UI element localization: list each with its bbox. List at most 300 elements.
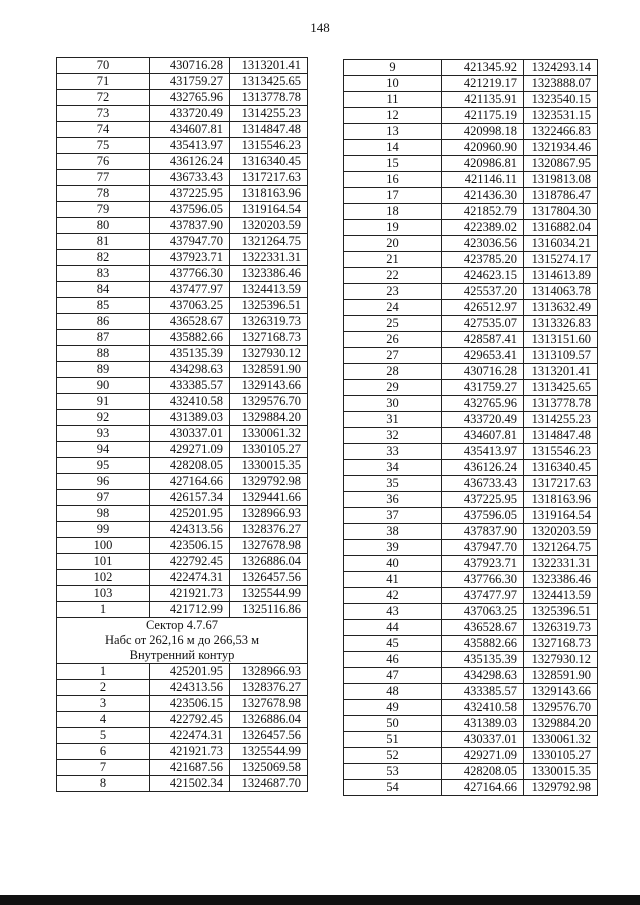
table-row	[344, 188, 598, 204]
y-coordinate: 1330061.32	[230, 426, 308, 442]
y-coordinate: 1314063.78	[524, 284, 598, 300]
y-coordinate: 1318786.47	[524, 188, 598, 204]
table-row	[57, 728, 308, 744]
y-coordinate: 1325396.51	[524, 604, 598, 620]
y-coordinate: 1328591.90	[524, 668, 598, 684]
table-row	[57, 154, 308, 170]
x-coordinate: 437063.25	[150, 298, 230, 314]
point-number: 51	[344, 732, 442, 748]
table-row	[344, 732, 598, 748]
point-number: 76	[57, 154, 150, 170]
point-number: 81	[57, 234, 150, 250]
x-coordinate: 436733.43	[442, 476, 524, 492]
x-coordinate: 437596.05	[150, 202, 230, 218]
y-coordinate: 1313201.41	[230, 58, 308, 74]
point-number: 49	[344, 700, 442, 716]
x-coordinate: 422792.45	[150, 554, 230, 570]
y-coordinate: 1314613.89	[524, 268, 598, 284]
y-coordinate: 1313632.49	[524, 300, 598, 316]
y-coordinate: 1329792.98	[524, 780, 598, 796]
point-number: 96	[57, 474, 150, 490]
table-row	[57, 442, 308, 458]
x-coordinate: 423036.56	[442, 236, 524, 252]
x-coordinate: 424313.56	[150, 680, 230, 696]
y-coordinate: 1323540.15	[524, 92, 598, 108]
point-number: 78	[57, 186, 150, 202]
x-coordinate: 430337.01	[442, 732, 524, 748]
table-row	[57, 74, 308, 90]
x-coordinate: 435882.66	[150, 330, 230, 346]
x-coordinate: 420998.18	[442, 124, 524, 140]
x-coordinate: 437923.71	[442, 556, 524, 572]
point-number: 37	[344, 508, 442, 524]
x-coordinate: 436126.24	[442, 460, 524, 476]
scan-edge-bar	[0, 895, 640, 905]
y-coordinate: 1326457.56	[230, 728, 308, 744]
table-row	[57, 394, 308, 410]
y-coordinate: 1317804.30	[524, 204, 598, 220]
y-coordinate: 1329576.70	[230, 394, 308, 410]
point-number: 73	[57, 106, 150, 122]
x-coordinate: 425201.95	[150, 506, 230, 522]
point-number: 83	[57, 266, 150, 282]
point-number: 97	[57, 490, 150, 506]
table-row	[57, 506, 308, 522]
x-coordinate: 423506.15	[150, 696, 230, 712]
point-number: 82	[57, 250, 150, 266]
table-row	[57, 58, 308, 74]
point-number: 44	[344, 620, 442, 636]
x-coordinate: 432410.58	[150, 394, 230, 410]
y-coordinate: 1313425.65	[524, 380, 598, 396]
y-coordinate: 1320203.59	[524, 524, 598, 540]
y-coordinate: 1313151.60	[524, 332, 598, 348]
x-coordinate: 437947.70	[150, 234, 230, 250]
x-coordinate: 421712.99	[150, 602, 230, 618]
x-coordinate: 437837.90	[150, 218, 230, 234]
y-coordinate: 1330105.27	[524, 748, 598, 764]
point-number: 72	[57, 90, 150, 106]
y-coordinate: 1325544.99	[230, 586, 308, 602]
point-number: 21	[344, 252, 442, 268]
point-number: 35	[344, 476, 442, 492]
x-coordinate: 430337.01	[150, 426, 230, 442]
y-coordinate: 1325544.99	[230, 744, 308, 760]
table-row	[57, 122, 308, 138]
point-number: 27	[344, 348, 442, 364]
point-number: 91	[57, 394, 150, 410]
table-row	[344, 780, 598, 796]
table-row	[344, 364, 598, 380]
y-coordinate: 1324293.14	[524, 60, 598, 76]
y-coordinate: 1325396.51	[230, 298, 308, 314]
x-coordinate: 431759.27	[150, 74, 230, 90]
table-row	[57, 522, 308, 538]
y-coordinate: 1316882.04	[524, 220, 598, 236]
y-coordinate: 1322466.83	[524, 124, 598, 140]
point-number: 101	[57, 554, 150, 570]
point-number: 32	[344, 428, 442, 444]
x-coordinate: 431389.03	[442, 716, 524, 732]
y-coordinate: 1323386.46	[524, 572, 598, 588]
table-row	[344, 508, 598, 524]
point-number: 99	[57, 522, 150, 538]
table-row	[344, 604, 598, 620]
x-coordinate: 426512.97	[442, 300, 524, 316]
y-coordinate: 1316340.45	[524, 460, 598, 476]
table-row	[344, 460, 598, 476]
point-number: 20	[344, 236, 442, 252]
table-row	[344, 220, 598, 236]
table-row	[344, 396, 598, 412]
table-row	[344, 476, 598, 492]
y-coordinate: 1330015.35	[524, 764, 598, 780]
y-coordinate: 1329441.66	[230, 490, 308, 506]
x-coordinate: 429271.09	[150, 442, 230, 458]
x-coordinate: 422792.45	[150, 712, 230, 728]
table-row	[57, 218, 308, 234]
x-coordinate: 437225.95	[442, 492, 524, 508]
x-coordinate: 424623.15	[442, 268, 524, 284]
x-coordinate: 437766.30	[150, 266, 230, 282]
table-row	[57, 282, 308, 298]
point-number: 77	[57, 170, 150, 186]
x-coordinate: 436126.24	[150, 154, 230, 170]
y-coordinate: 1324413.59	[524, 588, 598, 604]
x-coordinate: 421175.19	[442, 108, 524, 124]
x-coordinate: 421345.92	[442, 60, 524, 76]
table-row	[57, 664, 308, 680]
point-number: 12	[344, 108, 442, 124]
y-coordinate: 1327930.12	[524, 652, 598, 668]
table-row	[344, 204, 598, 220]
x-coordinate: 424313.56	[150, 522, 230, 538]
table-row	[344, 124, 598, 140]
table-row	[57, 680, 308, 696]
point-number: 86	[57, 314, 150, 330]
point-number: 26	[344, 332, 442, 348]
point-number: 71	[57, 74, 150, 90]
table-row	[344, 172, 598, 188]
y-coordinate: 1330061.32	[524, 732, 598, 748]
point-number: 94	[57, 442, 150, 458]
table-row	[344, 300, 598, 316]
x-coordinate: 435135.39	[442, 652, 524, 668]
table-row	[57, 776, 308, 792]
x-coordinate: 435882.66	[442, 636, 524, 652]
contour-title-row	[57, 648, 308, 664]
y-coordinate: 1319164.54	[524, 508, 598, 524]
table-row	[57, 250, 308, 266]
point-number: 70	[57, 58, 150, 74]
x-coordinate: 433385.57	[150, 378, 230, 394]
point-number: 46	[344, 652, 442, 668]
y-coordinate: 1319813.08	[524, 172, 598, 188]
table-row	[344, 764, 598, 780]
point-number: 5	[57, 728, 150, 744]
y-coordinate: 1313778.78	[230, 90, 308, 106]
y-coordinate: 1330105.27	[230, 442, 308, 458]
x-coordinate: 437923.71	[150, 250, 230, 266]
point-number: 45	[344, 636, 442, 652]
point-number: 15	[344, 156, 442, 172]
x-coordinate: 420986.81	[442, 156, 524, 172]
y-coordinate: 1316340.45	[230, 154, 308, 170]
x-coordinate: 421146.11	[442, 172, 524, 188]
table-row	[344, 380, 598, 396]
y-coordinate: 1320867.95	[524, 156, 598, 172]
table-row	[57, 570, 308, 586]
x-coordinate: 421219.17	[442, 76, 524, 92]
x-coordinate: 422474.31	[150, 728, 230, 744]
point-number: 93	[57, 426, 150, 442]
table-row	[344, 492, 598, 508]
y-coordinate: 1316034.21	[524, 236, 598, 252]
point-number: 23	[344, 284, 442, 300]
point-number: 87	[57, 330, 150, 346]
table-row	[344, 444, 598, 460]
y-coordinate: 1314255.23	[524, 412, 598, 428]
point-number: 24	[344, 300, 442, 316]
table-row	[57, 696, 308, 712]
y-coordinate: 1321264.75	[524, 540, 598, 556]
y-coordinate: 1328966.93	[230, 506, 308, 522]
table-row	[344, 268, 598, 284]
y-coordinate: 1328591.90	[230, 362, 308, 378]
y-coordinate: 1315546.23	[230, 138, 308, 154]
point-number: 33	[344, 444, 442, 460]
x-coordinate: 437947.70	[442, 540, 524, 556]
x-coordinate: 437837.90	[442, 524, 524, 540]
point-number: 98	[57, 506, 150, 522]
sector-title: Сектор 4.7.67	[57, 618, 308, 634]
table-row	[344, 348, 598, 364]
y-coordinate: 1324687.70	[230, 776, 308, 792]
table-row	[344, 524, 598, 540]
y-coordinate: 1323531.15	[524, 108, 598, 124]
y-coordinate: 1326457.56	[230, 570, 308, 586]
table-row	[57, 426, 308, 442]
y-coordinate: 1313778.78	[524, 396, 598, 412]
point-number: 29	[344, 380, 442, 396]
table-row	[344, 252, 598, 268]
y-coordinate: 1329884.20	[230, 410, 308, 426]
point-number: 43	[344, 604, 442, 620]
point-number: 8	[57, 776, 150, 792]
table-row	[344, 140, 598, 156]
point-number: 19	[344, 220, 442, 236]
table-row	[57, 362, 308, 378]
x-coordinate: 430716.28	[442, 364, 524, 380]
x-coordinate: 423785.20	[442, 252, 524, 268]
x-coordinate: 437596.05	[442, 508, 524, 524]
table-row	[57, 760, 308, 776]
y-coordinate: 1326886.04	[230, 712, 308, 728]
x-coordinate: 420960.90	[442, 140, 524, 156]
x-coordinate: 434607.81	[442, 428, 524, 444]
x-coordinate: 422389.02	[442, 220, 524, 236]
y-coordinate: 1325069.58	[230, 760, 308, 776]
table-row	[57, 314, 308, 330]
point-number: 11	[344, 92, 442, 108]
y-coordinate: 1318163.96	[230, 186, 308, 202]
x-coordinate: 433385.57	[442, 684, 524, 700]
x-coordinate: 430716.28	[150, 58, 230, 74]
table-row	[344, 236, 598, 252]
x-coordinate: 429653.41	[442, 348, 524, 364]
point-number: 30	[344, 396, 442, 412]
x-coordinate: 429271.09	[442, 748, 524, 764]
point-number: 50	[344, 716, 442, 732]
x-coordinate: 432765.96	[150, 90, 230, 106]
table-row	[57, 202, 308, 218]
x-coordinate: 428587.41	[442, 332, 524, 348]
table-row	[57, 712, 308, 728]
table-row	[57, 586, 308, 602]
x-coordinate: 433720.49	[442, 412, 524, 428]
y-coordinate: 1324413.59	[230, 282, 308, 298]
point-number: 47	[344, 668, 442, 684]
point-number: 18	[344, 204, 442, 220]
table-row	[57, 346, 308, 362]
y-coordinate: 1322331.31	[230, 250, 308, 266]
y-coordinate: 1322331.31	[524, 556, 598, 572]
x-coordinate: 436528.67	[442, 620, 524, 636]
point-number: 38	[344, 524, 442, 540]
x-coordinate: 437477.97	[150, 282, 230, 298]
table-row	[57, 458, 308, 474]
table-row	[344, 684, 598, 700]
table-row	[57, 744, 308, 760]
table-row	[57, 90, 308, 106]
table-row	[57, 410, 308, 426]
table-row	[344, 284, 598, 300]
point-number: 102	[57, 570, 150, 586]
y-coordinate: 1315274.17	[524, 252, 598, 268]
point-number: 92	[57, 410, 150, 426]
x-coordinate: 431389.03	[150, 410, 230, 426]
point-number: 1	[57, 602, 150, 618]
y-coordinate: 1319164.54	[230, 202, 308, 218]
x-coordinate: 421502.34	[150, 776, 230, 792]
table-row	[344, 636, 598, 652]
point-number: 52	[344, 748, 442, 764]
table-row	[344, 412, 598, 428]
table-row	[344, 700, 598, 716]
point-number: 100	[57, 538, 150, 554]
x-coordinate: 427164.66	[150, 474, 230, 490]
x-coordinate: 433720.49	[150, 106, 230, 122]
x-coordinate: 425201.95	[150, 664, 230, 680]
y-coordinate: 1328376.27	[230, 680, 308, 696]
point-number: 14	[344, 140, 442, 156]
point-number: 6	[57, 744, 150, 760]
x-coordinate: 437766.30	[442, 572, 524, 588]
x-coordinate: 431759.27	[442, 380, 524, 396]
y-coordinate: 1327168.73	[524, 636, 598, 652]
table-row	[57, 538, 308, 554]
table-row	[344, 748, 598, 764]
y-coordinate: 1329576.70	[524, 700, 598, 716]
right-coordinate-table	[343, 59, 598, 796]
y-coordinate: 1318163.96	[524, 492, 598, 508]
table-row	[344, 588, 598, 604]
y-coordinate: 1313109.57	[524, 348, 598, 364]
point-number: 16	[344, 172, 442, 188]
x-coordinate: 434298.63	[150, 362, 230, 378]
table-row	[344, 60, 598, 76]
y-coordinate: 1321264.75	[230, 234, 308, 250]
y-coordinate: 1314847.48	[230, 122, 308, 138]
y-coordinate: 1327168.73	[230, 330, 308, 346]
point-number: 89	[57, 362, 150, 378]
point-number: 28	[344, 364, 442, 380]
y-coordinate: 1321934.46	[524, 140, 598, 156]
x-coordinate: 422474.31	[150, 570, 230, 586]
point-number: 103	[57, 586, 150, 602]
x-coordinate: 421921.73	[150, 744, 230, 760]
x-coordinate: 435413.97	[442, 444, 524, 460]
y-coordinate: 1329143.66	[230, 378, 308, 394]
point-number: 3	[57, 696, 150, 712]
table-row	[57, 138, 308, 154]
point-number: 80	[57, 218, 150, 234]
point-number: 85	[57, 298, 150, 314]
table-row	[344, 428, 598, 444]
y-coordinate: 1313326.83	[524, 316, 598, 332]
y-coordinate: 1313425.65	[230, 74, 308, 90]
table-row	[57, 554, 308, 570]
sector-height-range: Набс от 262,16 м до 266,53 м	[57, 633, 308, 648]
point-number: 10	[344, 76, 442, 92]
y-coordinate: 1313201.41	[524, 364, 598, 380]
x-coordinate: 437477.97	[442, 588, 524, 604]
point-number: 34	[344, 460, 442, 476]
point-number: 40	[344, 556, 442, 572]
y-coordinate: 1327930.12	[230, 346, 308, 362]
table-row	[57, 234, 308, 250]
sector-title-row	[57, 618, 308, 634]
point-number: 2	[57, 680, 150, 696]
table-row	[344, 92, 598, 108]
x-coordinate: 437063.25	[442, 604, 524, 620]
table-row	[57, 186, 308, 202]
x-coordinate: 437225.95	[150, 186, 230, 202]
y-coordinate: 1317217.63	[524, 476, 598, 492]
x-coordinate: 421135.91	[442, 92, 524, 108]
x-coordinate: 428208.05	[442, 764, 524, 780]
point-number: 9	[344, 60, 442, 76]
x-coordinate: 428208.05	[150, 458, 230, 474]
point-number: 13	[344, 124, 442, 140]
y-coordinate: 1326319.73	[230, 314, 308, 330]
table-row	[344, 668, 598, 684]
y-coordinate: 1325116.86	[230, 602, 308, 618]
contour-title: Внутренний контур	[57, 648, 308, 664]
point-number: 90	[57, 378, 150, 394]
y-coordinate: 1323888.07	[524, 76, 598, 92]
y-coordinate: 1315546.23	[524, 444, 598, 460]
table-row	[344, 620, 598, 636]
x-coordinate: 435135.39	[150, 346, 230, 362]
point-number: 39	[344, 540, 442, 556]
point-number: 4	[57, 712, 150, 728]
sector-height-row	[57, 633, 308, 648]
table-row	[57, 170, 308, 186]
x-coordinate: 421852.79	[442, 204, 524, 220]
y-coordinate: 1314255.23	[230, 106, 308, 122]
table-row	[57, 490, 308, 506]
